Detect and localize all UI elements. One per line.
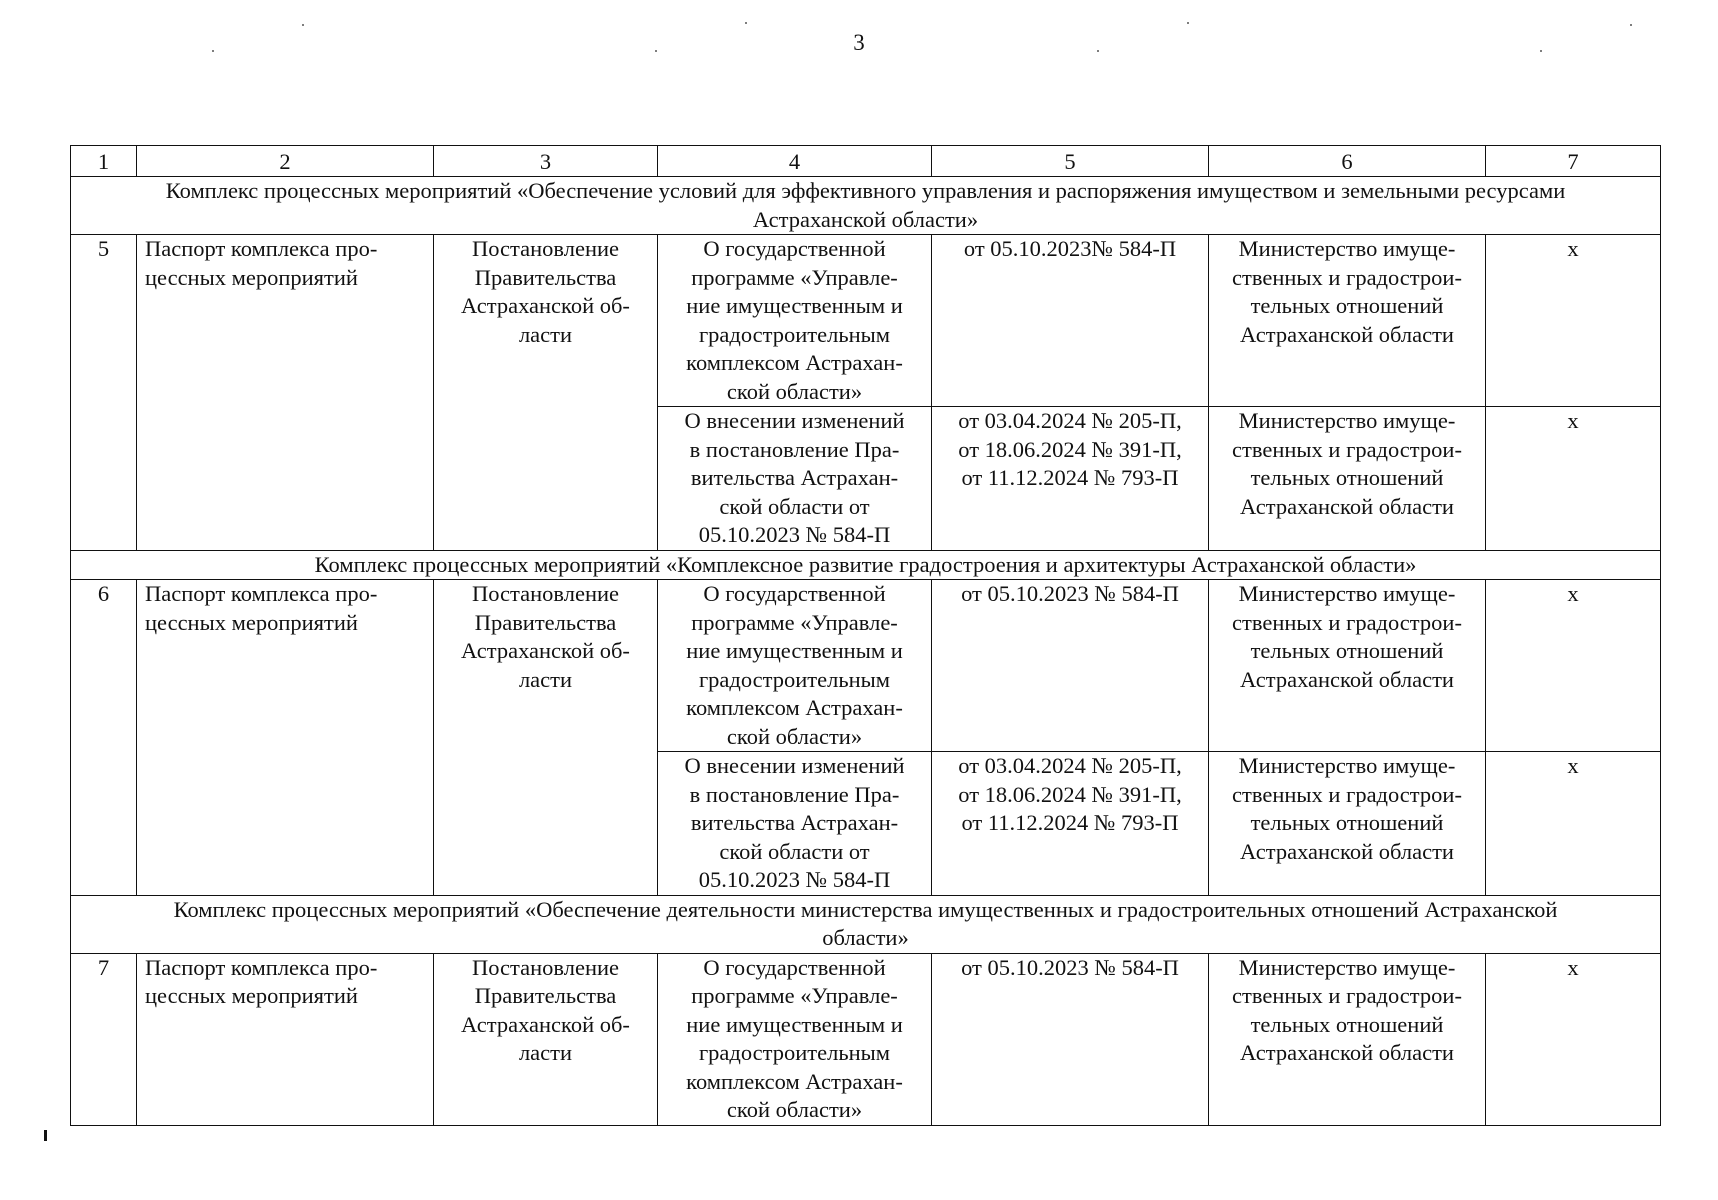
mark-cell: х	[1486, 407, 1661, 551]
text-line: Министерство имуще-	[1238, 408, 1456, 433]
text-line: от 11.12.2024 № 793-П	[961, 810, 1179, 835]
document-type-cell	[137, 580, 434, 896]
scan-speck	[1630, 24, 1632, 26]
text-line: Паспорт комплекса про-	[145, 954, 378, 980]
document-type-cell	[137, 235, 434, 551]
section-header-row	[71, 550, 1661, 580]
text-line: от 03.04.2024 № 205-П,	[958, 408, 1182, 433]
text-line: от 05.10.2023№ 584-П	[963, 236, 1177, 261]
mark-cell: х	[1486, 953, 1661, 1125]
scan-speck	[1187, 22, 1189, 24]
responsible-agency-cell	[1209, 580, 1486, 752]
text-line: программе «Управле-	[691, 983, 898, 1008]
registry-table	[70, 145, 1661, 1126]
text-line: ласти	[518, 1040, 573, 1065]
text-line: в постановление Пра-	[689, 436, 900, 462]
text-line: ние имущественным и	[686, 1011, 903, 1037]
column-number: 3	[434, 146, 658, 177]
text-line: Астраханской области	[1240, 838, 1454, 864]
responsible-agency-cell	[1209, 235, 1486, 407]
table-row	[71, 580, 1661, 752]
document-date-cell	[932, 235, 1209, 407]
text-line: ской области от	[719, 838, 870, 864]
text-line: О внесении изменений	[684, 408, 905, 433]
section-header-row	[71, 895, 1661, 953]
text-line: тельных отношений	[1250, 638, 1444, 663]
text-line: вительства Астрахан-	[690, 810, 899, 835]
text-line: Паспорт комплекса про-	[145, 236, 378, 261]
document-name-cell	[658, 752, 932, 896]
text-line: Правительства	[474, 264, 617, 290]
text-line: ской области»	[726, 378, 863, 404]
mark-cell: х	[1486, 752, 1661, 896]
section-title	[71, 895, 1661, 953]
responsible-agency-cell	[1209, 752, 1486, 896]
page-number: 3	[853, 30, 865, 55]
text-line: Министерство имуще-	[1238, 954, 1456, 980]
section-title	[71, 550, 1661, 580]
text-line: Правительства	[474, 983, 617, 1008]
text-line: от 05.10.2023 № 584-П	[961, 954, 1179, 980]
document-date-cell	[932, 953, 1209, 1125]
text-line: от 03.04.2024 № 205-П,	[958, 753, 1182, 778]
text-line: ственных и градострои-	[1232, 781, 1462, 807]
text-line: вительства Астрахан-	[690, 465, 899, 490]
document-name-cell	[658, 953, 932, 1125]
text-line: комплексом Астрахан-	[686, 695, 903, 720]
text-line: О внесении изменений	[684, 753, 905, 778]
text-line: О государственной	[703, 581, 886, 606]
text-line: ственных и градострои-	[1232, 436, 1462, 462]
text-line: программе «Управле-	[691, 609, 898, 635]
text-line: Министерство имуще-	[1238, 753, 1456, 778]
text-line: градостроительным	[698, 666, 891, 692]
mark-cell: х	[1486, 580, 1661, 752]
column-number: 6	[1209, 146, 1486, 177]
text-line: комплексом Астрахан-	[686, 350, 903, 375]
column-number: 1	[71, 146, 137, 177]
section-title	[71, 177, 1661, 235]
text-line: Астраханской области	[1240, 666, 1454, 692]
text-line: ской области»	[726, 1097, 863, 1122]
text-line: Министерство имуще-	[1238, 236, 1456, 261]
issuer-cell	[434, 580, 658, 896]
text-line: Астраханской об-	[461, 1011, 630, 1037]
text-line: 05.10.2023 № 584-П	[698, 867, 891, 892]
row-number: 5	[71, 235, 137, 551]
column-number: 7	[1486, 146, 1661, 177]
scan-mark	[44, 1130, 47, 1141]
text-line: Астраханской области	[1240, 1040, 1454, 1065]
text-line: ской области»	[726, 723, 863, 749]
document-name-cell	[658, 407, 932, 551]
text-line: от 18.06.2024 № 391-П,	[958, 781, 1182, 807]
document-type-cell	[137, 953, 434, 1125]
table-row	[71, 953, 1661, 1125]
document-date-cell	[932, 580, 1209, 752]
text-line: Паспорт комплекса про-	[145, 581, 378, 606]
section-header-row	[71, 177, 1661, 235]
document-name-cell	[658, 235, 932, 407]
text-line: О государственной	[703, 236, 886, 261]
text-line: цессных мероприятий	[145, 264, 358, 290]
text-line: Постановление	[471, 954, 620, 980]
text-line: тельных отношений	[1250, 1011, 1444, 1037]
scan-speck	[745, 22, 747, 24]
text-line: Астраханской об-	[461, 638, 630, 663]
text-line: Правительства	[474, 609, 617, 635]
text-line: ласти	[518, 666, 573, 692]
responsible-agency-cell	[1209, 953, 1486, 1125]
column-number-row	[71, 146, 1661, 177]
scan-speck	[1097, 50, 1099, 52]
text-line: Комплекс процессных мероприятий «Обеспечение деятельности министерства имущественных и градостроительных отношений Астраханской	[173, 896, 1558, 922]
text-line: Постановление	[471, 236, 620, 261]
issuer-cell	[434, 235, 658, 551]
document-date-cell	[932, 752, 1209, 896]
document-name-cell	[658, 580, 932, 752]
text-line: Астраханской области»	[752, 206, 979, 232]
text-line: ние имущественным и	[686, 293, 903, 318]
mark-cell: х	[1486, 235, 1661, 407]
table-row	[71, 235, 1661, 407]
text-line: от 05.10.2023 № 584-П	[961, 581, 1179, 606]
document-date-cell	[932, 407, 1209, 551]
row-number: 6	[71, 580, 137, 896]
text-line: ственных и градострои-	[1232, 983, 1462, 1008]
text-line: Астраханской об-	[461, 293, 630, 318]
text-line: О государственной	[703, 954, 886, 980]
row-number: 7	[71, 953, 137, 1125]
text-line: Комплекс процессных мероприятий «Комплексное развитие градостроения и архитектуры Астраханской области»	[314, 551, 1417, 577]
text-line: комплексом Астрахан-	[686, 1068, 903, 1094]
column-number: 5	[932, 146, 1209, 177]
column-number: 4	[658, 146, 932, 177]
text-line: программе «Управле-	[691, 264, 898, 290]
text-line: Постановление	[471, 581, 620, 606]
text-line: от 18.06.2024 № 391-П,	[958, 436, 1182, 462]
text-line: ние имущественным и	[686, 638, 903, 663]
text-line: от 11.12.2024 № 793-П	[961, 465, 1179, 490]
text-line: Астраханской области	[1240, 321, 1454, 347]
text-line: в постановление Пра-	[689, 781, 900, 807]
text-line: Министерство имуще-	[1238, 581, 1456, 606]
scan-speck	[1540, 50, 1542, 52]
text-line: 05.10.2023 № 584-П	[698, 522, 891, 547]
text-line: градостроительным	[698, 1040, 891, 1065]
text-line: ственных и градострои-	[1232, 264, 1462, 290]
text-line: градостроительным	[698, 321, 891, 347]
responsible-agency-cell	[1209, 407, 1486, 551]
text-line: цессных мероприятий	[145, 983, 358, 1008]
text-line: тельных отношений	[1250, 465, 1444, 490]
text-line: ласти	[518, 321, 573, 347]
text-line: цессных мероприятий	[145, 609, 358, 635]
text-line: области»	[822, 925, 909, 950]
text-line: тельных отношений	[1250, 810, 1444, 835]
scan-speck	[302, 24, 304, 26]
column-number: 2	[137, 146, 434, 177]
issuer-cell	[434, 953, 658, 1125]
scan-speck	[212, 50, 214, 52]
text-line: ской области от	[719, 493, 870, 519]
scan-speck	[655, 50, 657, 52]
text-line: ственных и градострои-	[1232, 609, 1462, 635]
text-line: Астраханской области	[1240, 493, 1454, 519]
text-line: Комплекс процессных мероприятий «Обеспечение условий для эффективного управления и распоряжения имуществом и земельными ресурсами	[165, 178, 1566, 203]
text-line: тельных отношений	[1250, 293, 1444, 318]
